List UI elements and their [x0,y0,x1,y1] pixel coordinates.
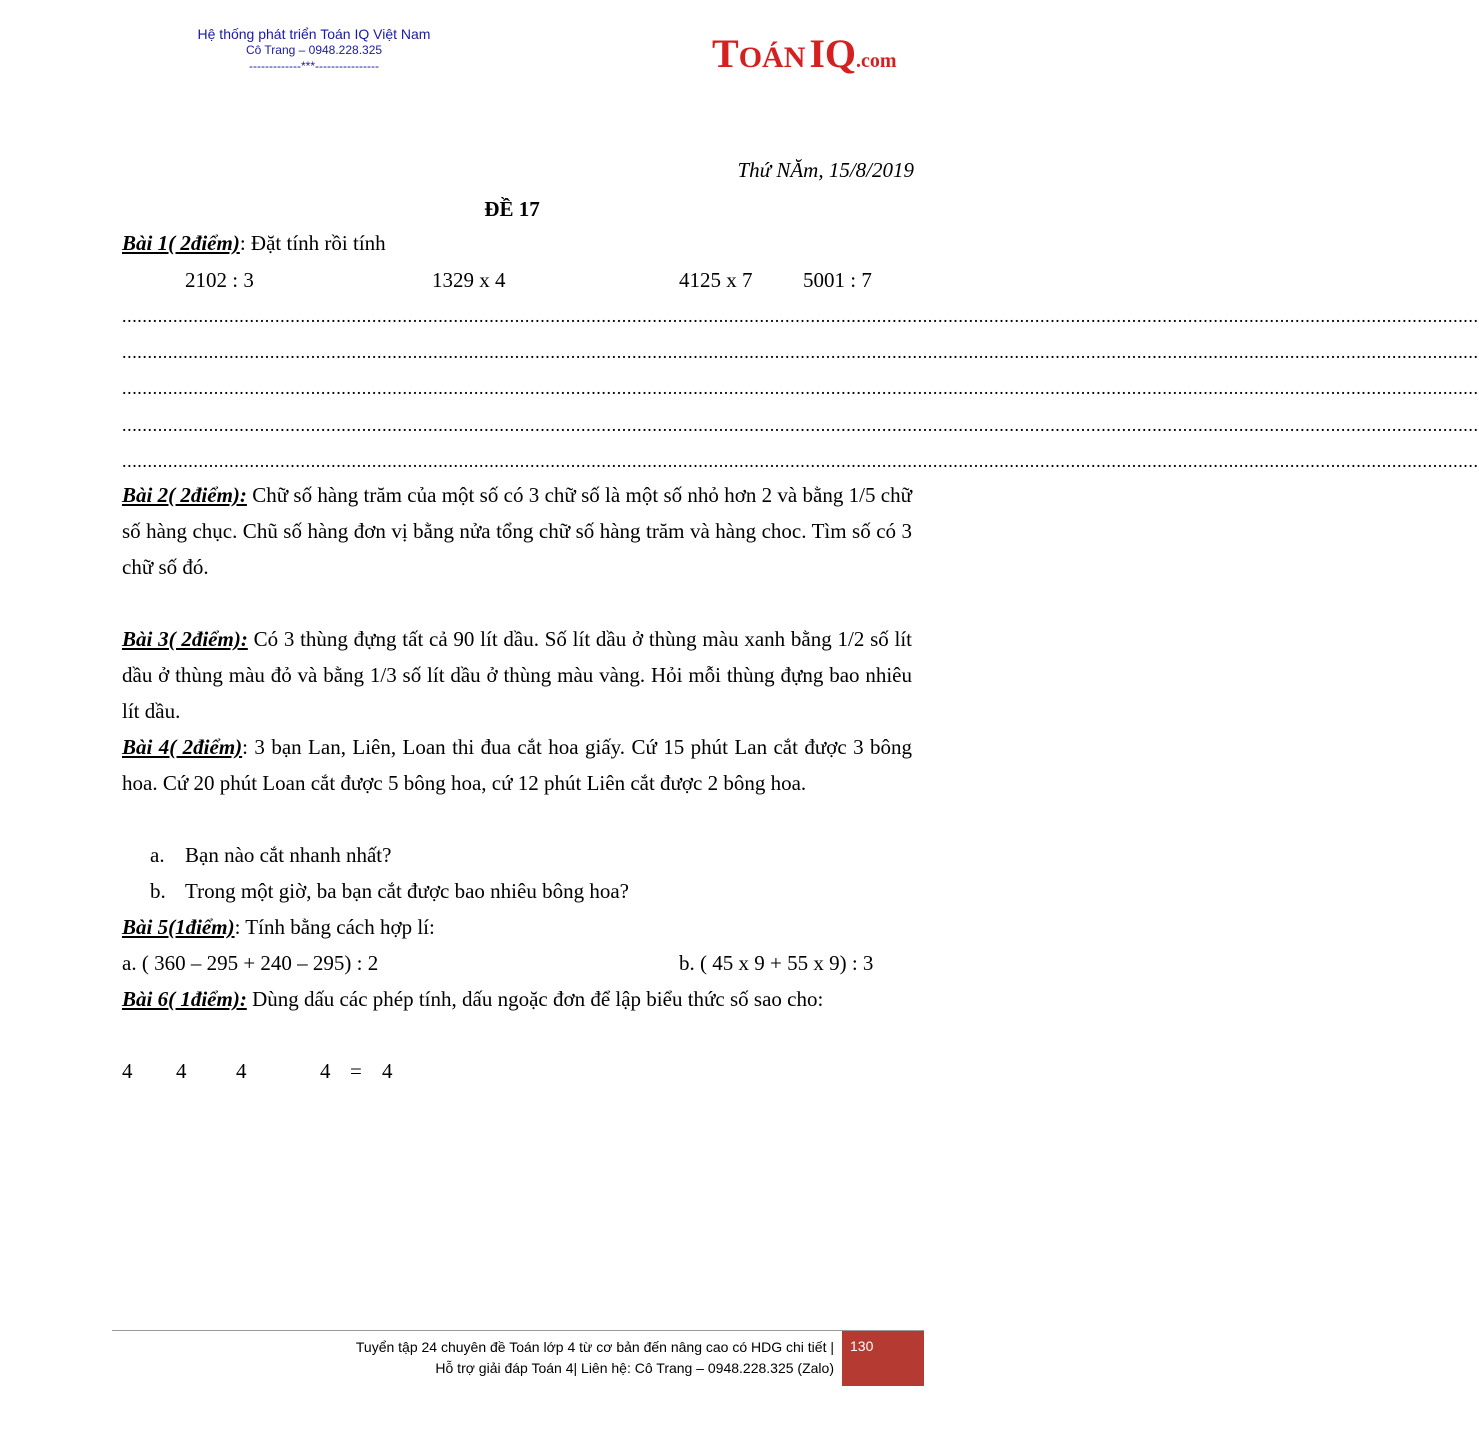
bai4-question-a-marker: a. [150,843,165,867]
header-contact: Cô Trang – 0948.228.325 [245,43,383,57]
bai4-question-b-marker: b. [150,879,166,903]
logo-letters-iq: IQ [809,31,857,76]
header-organization: Hệ thống phát triển Toán IQ Việt Nam [197,26,431,42]
bai5-label: Bài 5(1điểm) [122,915,235,939]
bai5-heading [122,915,435,939]
bai1-op-4: 5001 : 7 [803,268,872,292]
bai4-text: : 3 bạn Lan, Liên, Loan thi đua cắt hoa giấy. Cứ 15 phút Lan cắt được 3 bông hoa. Cứ 20 phút Loan cắt được 5 bông hoa, cứ 12 phút Liên cắt được 2 bông hoa. [122,735,912,795]
page-number: 130 [850,1338,874,1354]
footer-divider [112,1330,924,1331]
bai3-label: Bài 3( 2điểm): [122,627,248,651]
logo-letters-oan: OÁN [738,41,806,74]
bai6-result: 4 [382,1059,393,1083]
footer-line-1: Tuyển tập 24 chuyên đề Toán lớp 4 từ cơ bản đến nâng cao có HDG chi tiết | [355,1339,834,1355]
answer-line-5: .......................................................................................................................................................................................................................................................................... [122,451,1479,471]
bai1-heading [122,231,386,255]
bai6-number-1: 4 [122,1059,133,1083]
bai1-op-3: 4125 x 7 [679,268,753,292]
logo-domain: .com [856,50,897,72]
bai4-question-a: Bạn nào cắt nhanh nhất? [185,843,392,867]
bai6-label: Bài 6( 1điểm): [122,987,247,1011]
bai6-equals-sign: = [350,1059,362,1083]
bai6-number-4: 4 [320,1059,331,1083]
bai4-label: Bài 4( 2điểm) [122,735,243,759]
bai4-question-b: Trong một giờ, ba bạn cắt được bao nhiêu bông hoa? [185,879,629,903]
bai1-op-1: 2102 : 3 [185,268,254,292]
exam-title: ĐỀ 17 [484,197,540,221]
footer-text [356,1337,834,1379]
bai5-expression-a: a. ( 360 – 295 + 240 – 295) : 2 [122,951,379,975]
bai4-paragraph [122,729,912,801]
bai1-label: Bài 1( 2điểm) [122,231,240,255]
logo-letter-t: T [712,31,739,76]
toaniq-logo [712,30,897,77]
answer-line-2: .......................................................................................................................................................................................................................................................................... [122,342,1479,362]
bai5-text: : Tính bằng cách hợp lí: [234,915,435,939]
bai3-text: Có 3 thùng đựng tất cả 90 lít dầu. Số lít dầu ở thùng màu xanh bằng 1/2 số lít dầu ở thùng màu đỏ và bằng 1/3 số lít dầu ở thùng màu vàng. Hỏi mỗi thùng đựng bao nhiêu lít dầu. [122,627,912,723]
page-header [160,26,468,74]
bai2-label: Bài 2( 2điểm): [122,483,247,507]
bai6-number-3: 4 [236,1059,247,1083]
bai2-paragraph [122,477,912,585]
answer-line-1: .......................................................................................................................................................................................................................................................................... [122,306,1479,326]
bai6-text: Dùng dấu các phép tính, dấu ngoặc đơn để lập biểu thức số sao cho: [246,987,824,1011]
document-date: Thứ NĂm, 15/8/2019 [737,158,914,182]
bai1-op-2: 1329 x 4 [432,268,506,292]
header-separator: -------------***---------------- [249,59,379,73]
answer-line-4: .......................................................................................................................................................................................................................................................................... [122,415,1479,435]
answer-line-3: .......................................................................................................................................................................................................................................................................... [122,378,1479,398]
bai3-paragraph [122,621,912,729]
footer-line-2: Hỗ trợ giải đáp Toán 4| Liên hệ: Cô Trang – 0948.228.325 (Zalo) [435,1360,834,1376]
bai2-text: Chữ số hàng trăm của một số có 3 chữ số là một số nhỏ hơn 2 và bằng 1/5 chữ số hàng chục. Chũ số hàng đơn vị bằng nửa tổng chữ số hàng trăm và hàng choc. Tìm số có 3 chữ số đó. [122,483,913,579]
bai6-number-2: 4 [176,1059,187,1083]
bai1-text: : Đặt tính rồi tính [239,231,386,255]
bai5-expression-b: b. ( 45 x 9 + 55 x 9) : 3 [679,951,874,975]
bai6-paragraph [122,981,912,1017]
